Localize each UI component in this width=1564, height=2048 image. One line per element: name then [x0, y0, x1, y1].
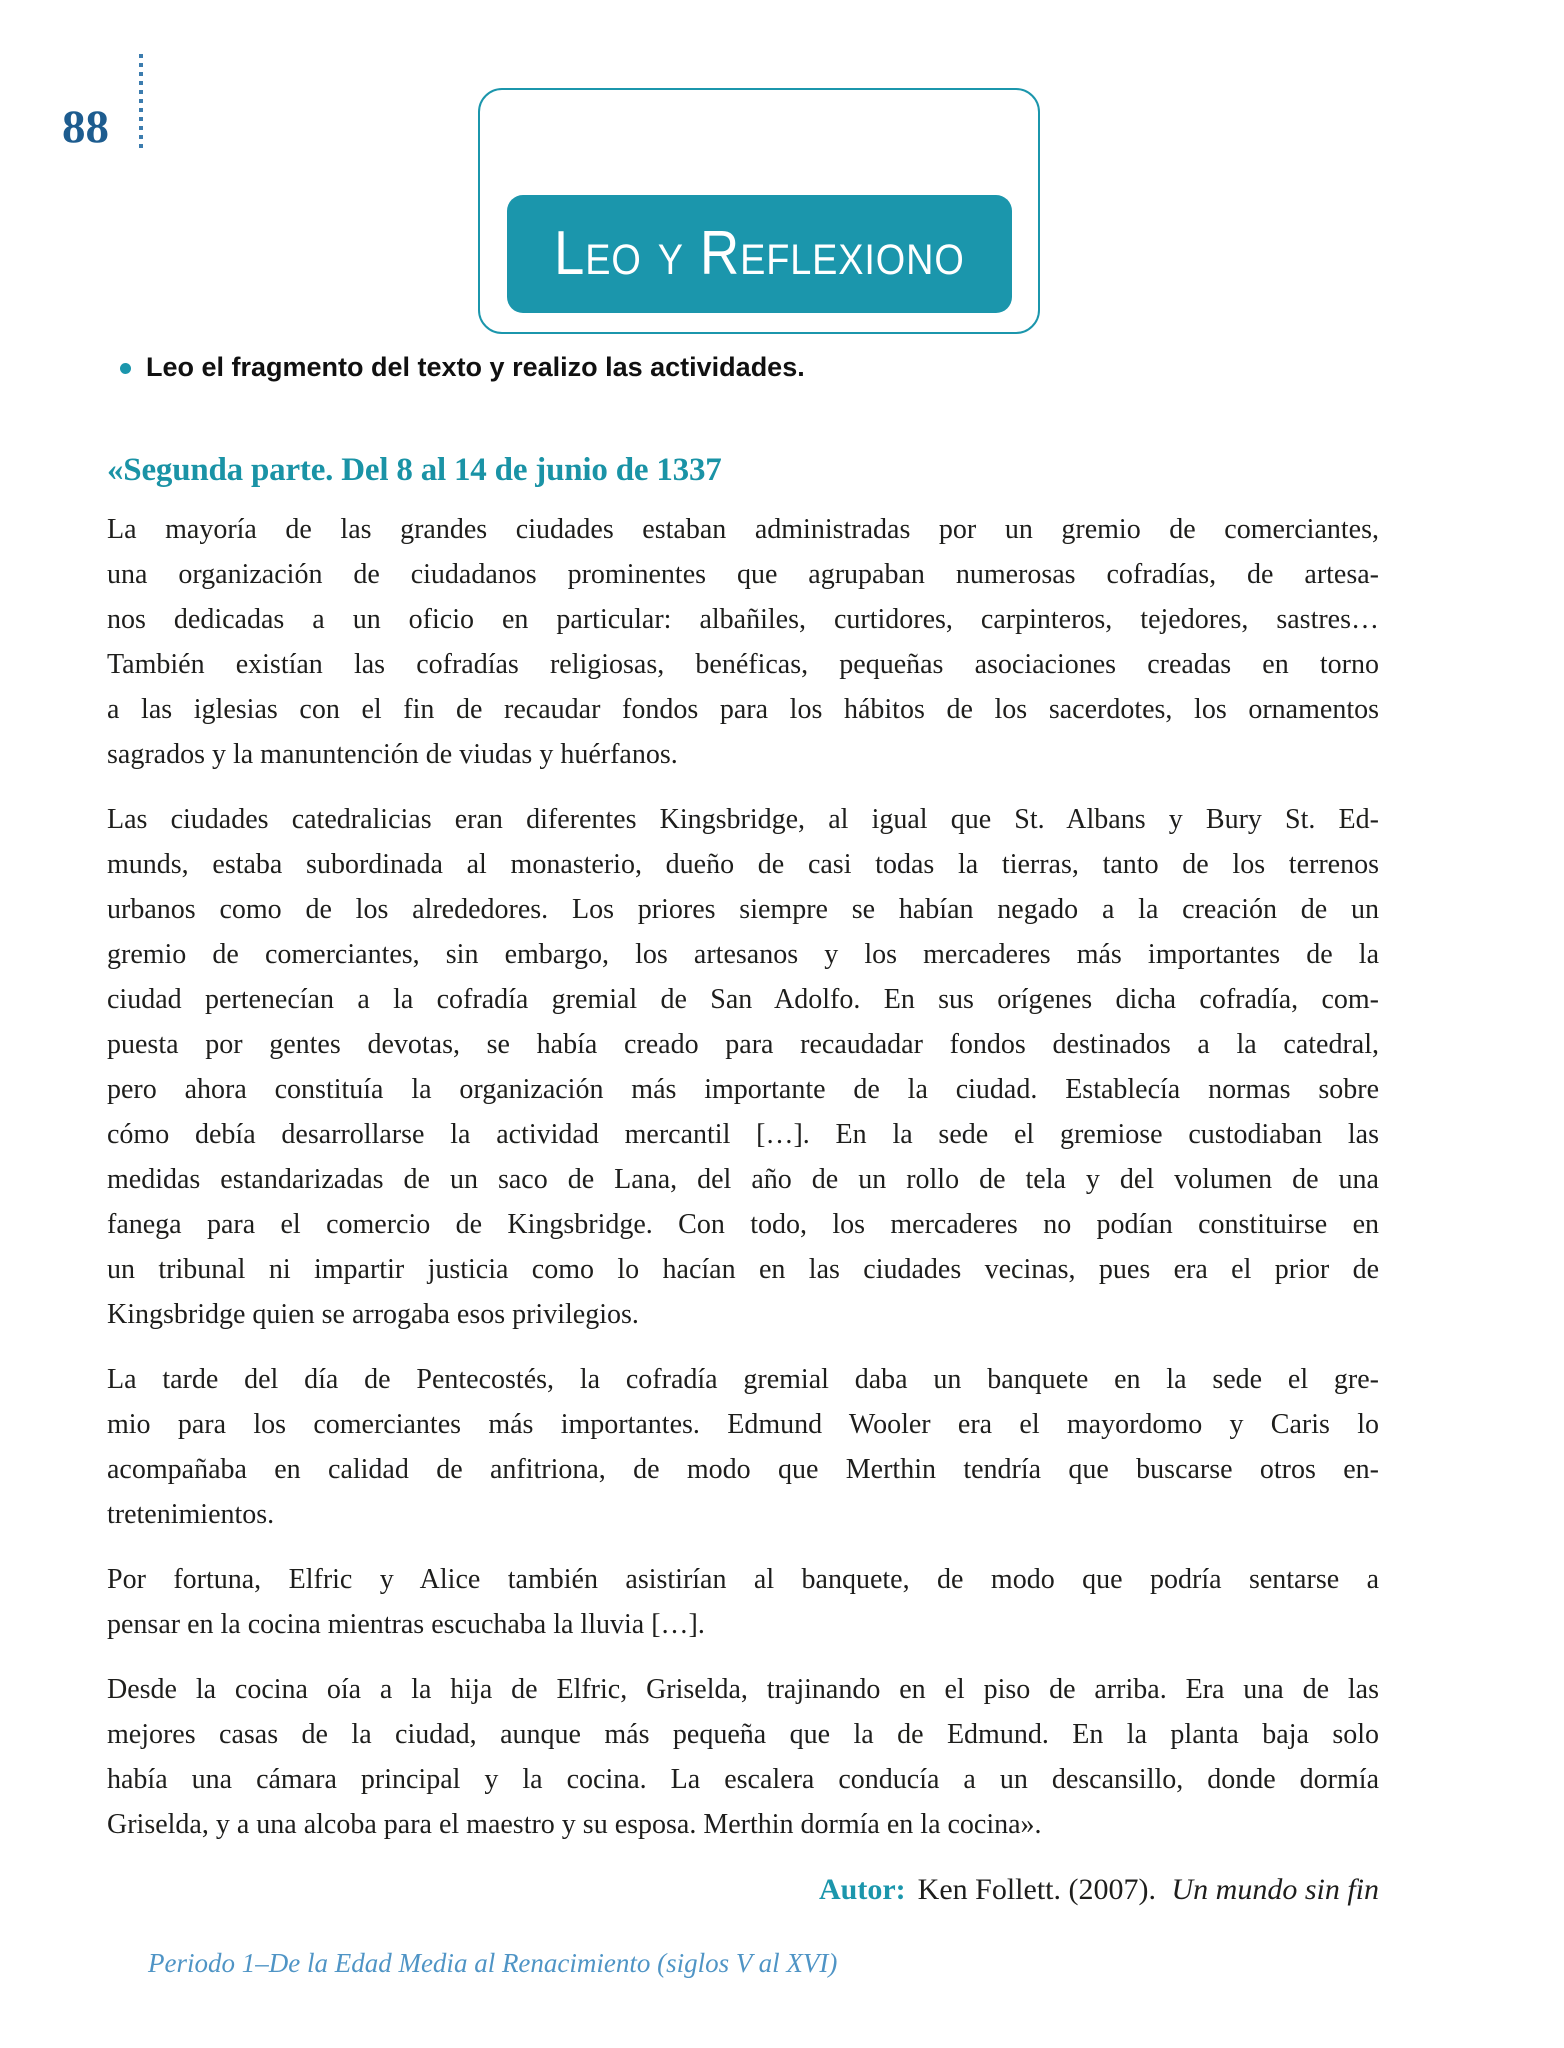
text-line: munds, estaba subordinada al monasterio, dueño de casi todas la tierras, tanto de los terrenos — [107, 849, 1379, 880]
instruction-text: Leo el fragmento del texto y realizo las actividades. — [146, 352, 805, 382]
paragraph — [107, 1357, 1379, 1537]
text-line: una organización de ciudadanos prominentes que agrupaban numerosas cofradías, de artesa- — [107, 559, 1379, 590]
attribution-work-title: Un mundo sin fin — [1171, 1873, 1379, 1906]
section-banner — [507, 195, 1012, 313]
text-line: medidas estandarizadas de un saco de Lana, del año de un rollo de tela y del volumen de una — [107, 1164, 1379, 1195]
paragraph — [107, 507, 1379, 777]
text-line: cómo debía desarrollarse la actividad mercantil […]. En la sede el gremiose custodiaban las — [107, 1119, 1379, 1150]
text-line: Kingsbridge quien se arrogaba esos privilegios. — [107, 1299, 639, 1330]
text-line: puesta por gentes devotas, se había creado para recaudadar fondos destinados a la catedral, — [107, 1029, 1379, 1060]
text-line: nos dedicadas a un oficio en particular: albañiles, curtidores, carpinteros, tejedores, sastres… — [107, 604, 1379, 635]
dotted-rule — [139, 54, 143, 152]
section-banner-title: Leo y Reflexiono — [554, 219, 965, 288]
paragraph — [107, 1557, 1379, 1647]
text-line: Las ciudades catedralicias eran diferentes Kingsbridge, al igual que St. Albans y Bury St. Ed- — [107, 804, 1379, 835]
text-line: acompañaba en calidad de anfitriona, de modo que Merthin tendría que buscarse otros en- — [107, 1454, 1379, 1485]
excerpt-heading: «Segunda parte. Del 8 al 14 de junio de 1337 — [107, 452, 722, 488]
reading-excerpt — [107, 452, 1379, 1912]
text-line: un tribunal ni impartir justicia como lo hacían en las ciudades vecinas, pues era el prior de — [107, 1254, 1379, 1285]
text-line: La tarde del día de Pentecostés, la cofradía gremial daba un banquete en la sede el gre- — [107, 1364, 1379, 1395]
text-line: Griselda, y a una alcoba para el maestro y su esposa. Merthin dormía en la cocina». — [107, 1809, 1042, 1840]
text-line: había una cámara principal y la cocina. La escalera conducía a un descansillo, donde dormía — [107, 1764, 1379, 1795]
text-line: a las iglesias con el fin de recaudar fondos para los hábitos de los sacerdotes, los ornamentos — [107, 694, 1379, 725]
text-line: La mayoría de las grandes ciudades estaban administradas por un gremio de comerciantes, — [107, 514, 1379, 545]
paragraph — [107, 1667, 1379, 1847]
text-line: Desde la cocina oía a la hija de Elfric, Griselda, trajinando en el piso de arriba. Era una de las — [107, 1674, 1379, 1705]
page-footer: Periodo 1–De la Edad Media al Renacimiento (siglos V al XVI) — [148, 1948, 838, 1978]
text-line: gremio de comerciantes, sin embargo, los artesanos y los mercaderes más importantes de la — [107, 939, 1379, 970]
attribution-label: Autor: — [819, 1873, 906, 1906]
attribution-line — [107, 1867, 1379, 1912]
instruction-row — [120, 352, 1380, 383]
text-line: Por fortuna, Elfric y Alice también asistirían al banquete, de modo que podría sentarse a — [107, 1564, 1379, 1595]
bullet-icon — [120, 363, 131, 374]
text-line: sagrados y la manuntención de viudas y huérfanos. — [107, 739, 678, 770]
excerpt-body — [107, 507, 1379, 1847]
text-line: También existían las cofradías religiosas, benéficas, pequeñas asociaciones creadas en torno — [107, 649, 1379, 680]
text-line: mio para los comerciantes más importantes. Edmund Wooler era el mayordomo y Caris lo — [107, 1409, 1379, 1440]
text-line: tretenimientos. — [107, 1499, 275, 1530]
text-line: pero ahora constituía la organización más importante de la ciudad. Establecía normas sobre — [107, 1074, 1379, 1105]
text-line: urbanos como de los alrededores. Los priores siempre se habían negado a la creación de un — [107, 894, 1379, 925]
page-number: 88 — [62, 101, 109, 153]
text-line: mejores casas de la ciudad, aunque más pequeña que la de Edmund. En la planta baja solo — [107, 1719, 1379, 1750]
text-line: fanega para el comercio de Kingsbridge. Con todo, los mercaderes no podían constituirse en — [107, 1209, 1379, 1240]
text-line: pensar en la cocina mientras escuchaba la lluvia […]. — [107, 1609, 705, 1640]
attribution-citation: Ken Follett. (2007). — [917, 1873, 1156, 1906]
paragraph — [107, 797, 1379, 1337]
text-line: ciudad pertenecían a la cofradía gremial de San Adolfo. En sus orígenes dicha cofradía, com- — [107, 984, 1379, 1015]
